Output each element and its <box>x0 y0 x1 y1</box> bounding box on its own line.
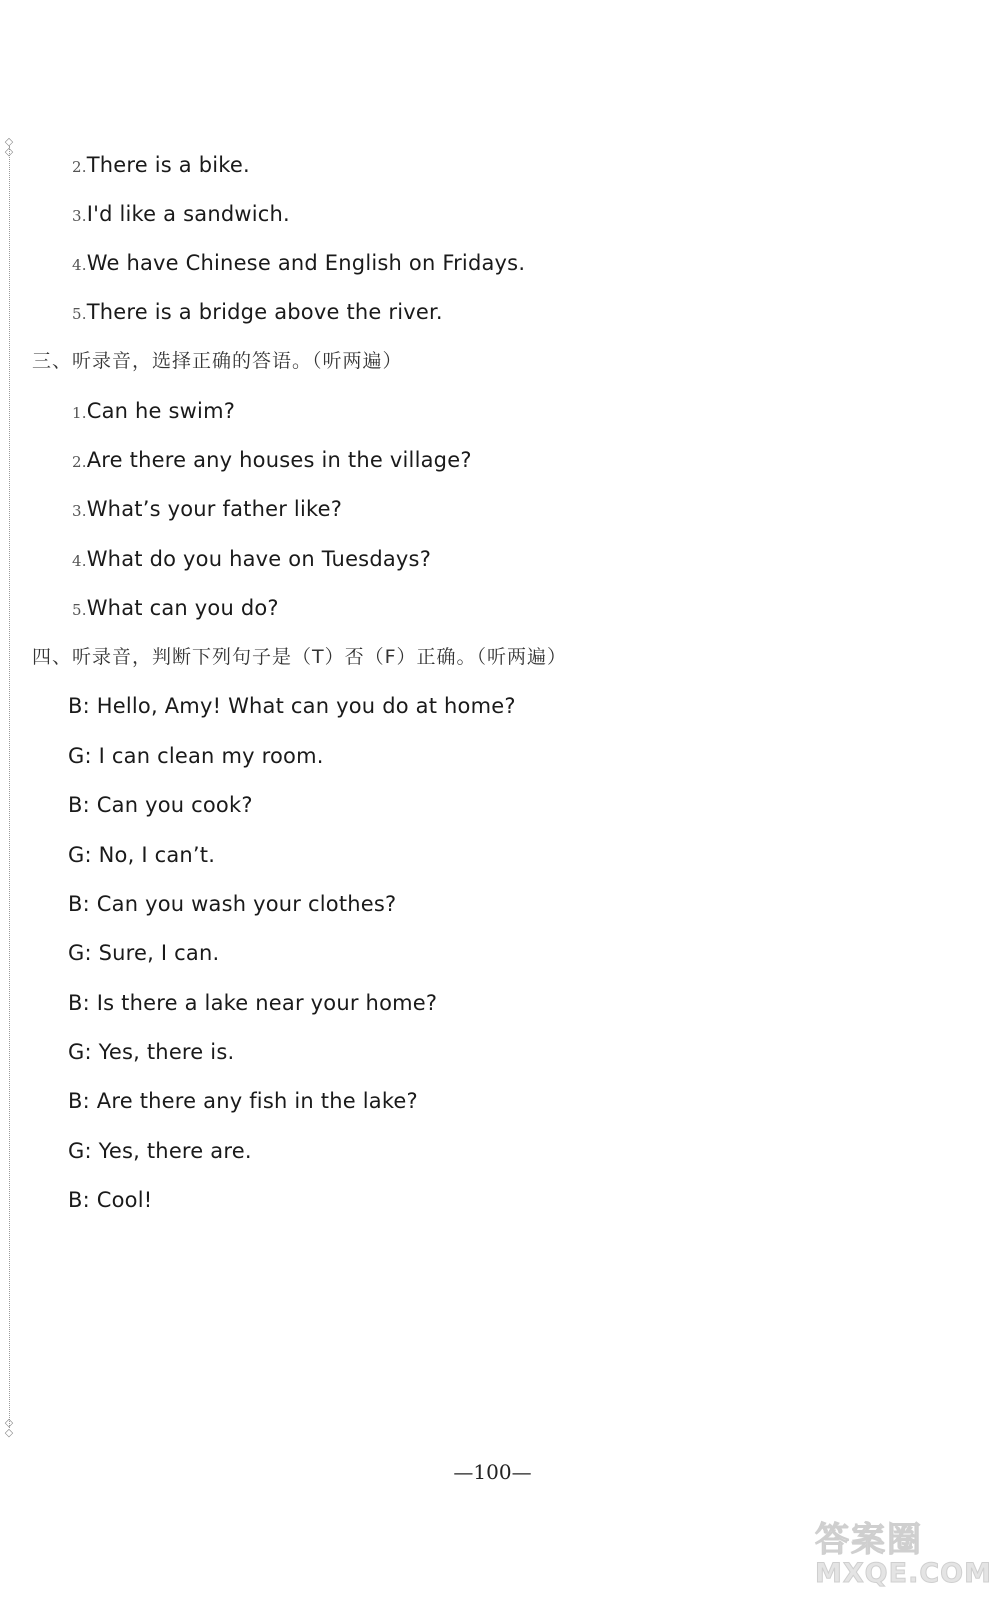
item-text: There is a bike. <box>86 153 250 177</box>
item-text: What do you have on Tuesdays? <box>86 547 432 571</box>
item-number: 2. <box>72 158 87 176</box>
item-number: 4. <box>72 256 87 274</box>
dialogue-line: B: Can you cook? <box>68 793 253 817</box>
list-item <box>72 545 431 575</box>
list-item <box>72 594 279 624</box>
item-text: What’s your father like? <box>86 497 343 521</box>
item-number: 3. <box>72 207 87 225</box>
watermark-bottom-text: MXQE.COM <box>815 1558 992 1589</box>
item-text: We have Chinese and English on Fridays. <box>86 251 526 275</box>
dialogue-line: G: I can clean my room. <box>68 744 324 768</box>
watermark-logo <box>815 1512 990 1592</box>
watermark-top-text: 答案圈 <box>815 1520 923 1560</box>
item-number: 5. <box>72 601 87 619</box>
dialogue-line: G: No, I can’t. <box>68 843 216 867</box>
binding-knot-icon: ◇ ◇ <box>4 135 14 158</box>
list-item <box>72 495 342 525</box>
dialogue-line: B: Are there any fish in the lake? <box>68 1089 418 1113</box>
item-number: 3. <box>72 502 87 520</box>
item-number: 5. <box>72 305 87 323</box>
binding-dotted-line <box>9 146 10 1428</box>
dialogue-line: B: Cool! <box>68 1188 153 1212</box>
item-number: 4. <box>72 552 87 570</box>
section-3-heading: 三、听录音，选择正确的答语。（听两遍） <box>32 350 403 372</box>
list-item <box>72 298 443 328</box>
list-item <box>72 397 235 427</box>
item-text: What can you do? <box>86 596 279 620</box>
dialogue-line: B: Can you wash your clothes? <box>68 892 397 916</box>
item-text: I'd like a sandwich. <box>86 202 290 226</box>
item-text: Can he swim? <box>86 399 236 423</box>
item-number: 2. <box>72 453 87 471</box>
binding-knot-icon: ◇ ◇ <box>4 1416 14 1439</box>
page-number: —100— <box>453 1460 532 1484</box>
list-item <box>72 200 290 230</box>
dialogue-line: G: Yes, there is. <box>68 1040 235 1064</box>
item-text: Are there any houses in the village? <box>86 448 472 472</box>
list-item <box>72 249 525 279</box>
dialogue-line: B: Is there a lake near your home? <box>68 991 438 1015</box>
dialogue-line: G: Yes, there are. <box>68 1139 252 1163</box>
list-item <box>72 151 250 181</box>
section-4-heading: 四、听录音，判断下列句子是（T）否（F）正确。（听两遍） <box>32 646 568 668</box>
item-text: There is a bridge above the river. <box>86 300 443 324</box>
dialogue-line: B: Hello, Amy! What can you do at home? <box>68 694 516 718</box>
dialogue-line: G: Sure, I can. <box>68 941 220 965</box>
list-item <box>72 446 472 476</box>
item-number: 1. <box>72 404 87 422</box>
